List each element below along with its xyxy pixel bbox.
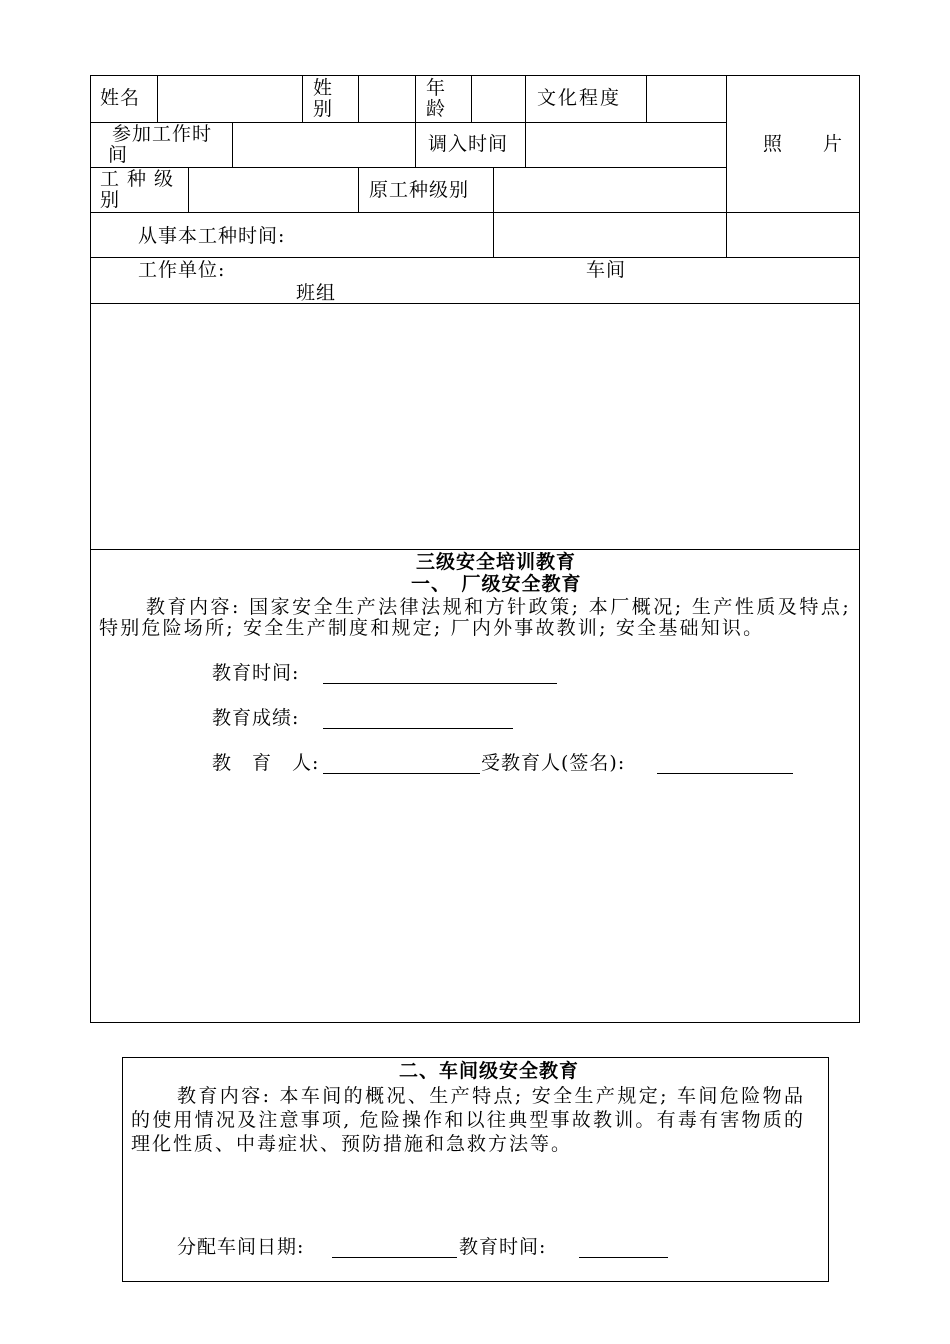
- workshop-label: 车间: [586, 259, 627, 281]
- col-line: [525, 75, 526, 122]
- col-line: [157, 75, 158, 122]
- workshop-time-line: [579, 1257, 668, 1258]
- educator-label: 教 育 人:: [212, 752, 320, 774]
- col-line: [525, 122, 526, 167]
- assign-date-line: [332, 1257, 457, 1258]
- assign-date-label: 分配车间日期:: [177, 1236, 305, 1258]
- work-unit-label: 工作单位:: [138, 259, 226, 281]
- trade-level-label: 工种级别: [100, 168, 182, 211]
- workshop-time-label: 教育时间:: [459, 1236, 547, 1258]
- row-line: [90, 212, 860, 213]
- row-line: [90, 257, 860, 258]
- factory-time-line: [323, 683, 557, 684]
- factory-score-line: [323, 728, 513, 729]
- trainee-signature-line: [657, 773, 793, 774]
- col-line: [302, 75, 303, 122]
- row-line: [90, 549, 860, 550]
- age-label: 年龄: [426, 77, 447, 120]
- col-line: [188, 167, 189, 212]
- col-line: [726, 75, 727, 257]
- workshop-section-title: 二、车间级安全教育: [399, 1060, 580, 1082]
- factory-content: 教育内容: 国家安全生产法律法规和方针政策; 本厂概况; 生产性质及特点; 特别危险场所; 安全生产制度和规定; 厂内外事故教训; 安全基础知识。: [99, 596, 851, 639]
- education-label: 文化程度: [537, 87, 622, 109]
- orig-trade-level-label: 原工种级别: [369, 179, 470, 201]
- col-line: [471, 75, 472, 122]
- photo-label: 照 片: [763, 133, 844, 155]
- col-line: [415, 122, 416, 167]
- trainee-signature-label: 受教育人(签名):: [481, 752, 626, 774]
- factory-section-title: 一、 厂级安全教育: [411, 573, 582, 595]
- col-line: [493, 167, 494, 257]
- main-title: 三级安全培训教育: [416, 551, 577, 573]
- factory-score-label: 教育成绩:: [212, 707, 300, 729]
- col-line: [358, 75, 359, 122]
- name-label: 姓名: [100, 87, 141, 109]
- start-work-time-label: 参加工作时间: [108, 123, 213, 166]
- gender-label: 姓别: [313, 77, 334, 120]
- col-line: [358, 167, 359, 212]
- transfer-time-label: 调入时间: [428, 133, 509, 155]
- educator-line: [323, 773, 480, 774]
- factory-time-label: 教育时间:: [212, 662, 300, 684]
- row-line: [90, 303, 860, 304]
- trade-time-label: 从事本工种时间:: [138, 225, 286, 247]
- workshop-content: 教育内容: 本车间的概况、生产特点; 安全生产规定; 车间危险物品的使用情况及注意事项, 危险操作和以往典型事故教训。有毒有害物质的理化性质、中毒症状、预防措施和急救方法等。: [131, 1085, 805, 1155]
- row-line: [90, 167, 726, 168]
- col-line: [232, 122, 233, 167]
- col-line: [415, 75, 416, 122]
- col-line: [646, 75, 647, 122]
- team-label: 班组: [296, 282, 337, 304]
